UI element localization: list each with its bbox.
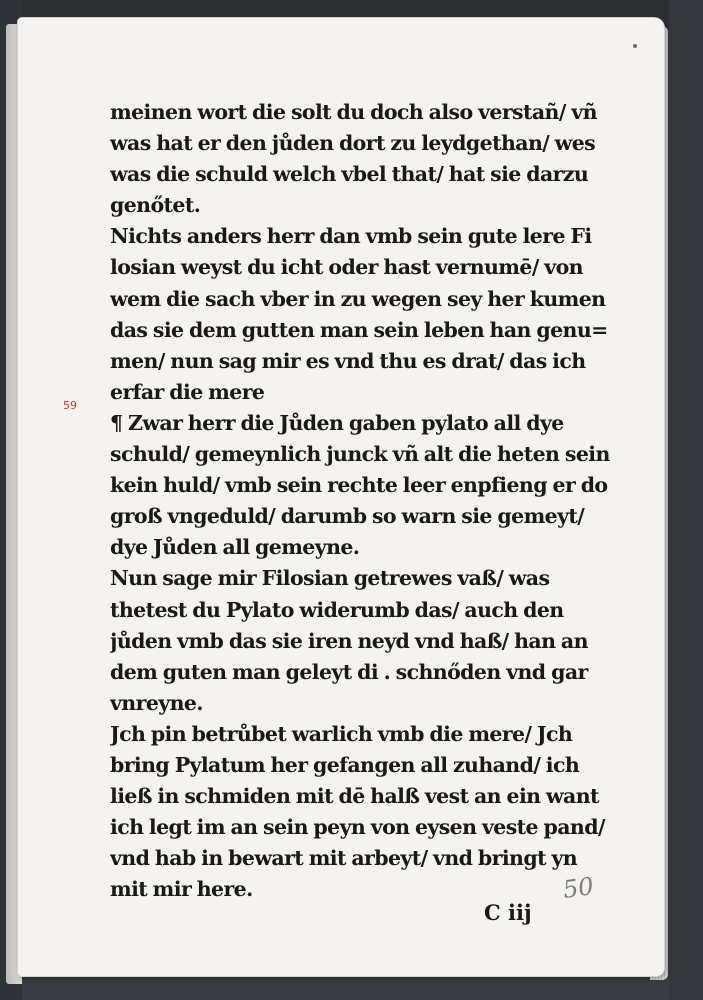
text-line: ¶ Zwar herr die Jůden gaben pylato all dye xyxy=(110,410,564,435)
book-page xyxy=(18,18,664,976)
text-line: schuld/ gemeynlich junck vñ alt die heten sein xyxy=(110,442,610,467)
text-line: Nichts anders herr dan vmb sein gute lere Fi xyxy=(110,224,592,249)
text-line: Jch pin betrůbet warlich vmb die mere/ Jch xyxy=(110,721,573,746)
text-line: was hat er den jůden dort zu leydgethan/ wes xyxy=(110,131,596,156)
text-line: jůden vmb das sie iren neyd vnd haß/ han an xyxy=(110,628,588,653)
page-text-block xyxy=(110,97,610,905)
text-line: losian weyst du icht oder hast vernumē/ von xyxy=(110,255,583,280)
text-line: dye Jůden all gemeyne. xyxy=(110,535,360,560)
text-line: thetest du Pylato widerumb das/ auch den xyxy=(110,597,564,622)
text-line: kein huld/ vmb sein rechte leer enpfieng er do xyxy=(110,473,608,498)
text-line: vnreyne. xyxy=(110,690,203,715)
text-line: ließ in schmiden mit dē halß vest an ein want xyxy=(110,784,599,809)
text-line: Nun sage mir Filosian getrewes vaß/ was xyxy=(110,566,550,591)
text-line: erfar die mere xyxy=(110,379,265,404)
text-line: genőtet. xyxy=(110,193,201,218)
text-line: vnd hab in bewart mit arbeyt/ vnd bringt yn xyxy=(110,846,578,871)
margin-line-number: 59 xyxy=(63,399,77,412)
text-line: groß vngeduld/ darumb so warn sie gemeyt/ xyxy=(110,504,585,529)
text-line: men/ nun sag mir es vnd thu es drat/ das ich xyxy=(110,348,586,373)
text-line: was die schuld welch vbel that/ hat sie darzu xyxy=(110,162,589,187)
scan-background-right xyxy=(669,0,703,1000)
ink-speck xyxy=(633,44,637,48)
catchword-signature: C iij xyxy=(484,900,532,925)
text-line: mit mir here. xyxy=(110,877,253,902)
folio-number: 50 xyxy=(561,872,596,904)
text-line: wem die sach vber in zu wegen sey her kumen xyxy=(110,286,606,311)
text-line: meinen wort die solt du doch also verstañ/ vñ xyxy=(110,100,597,124)
text-line: das sie dem gutten man sein leben han genu= xyxy=(110,317,608,342)
text-line: bring Pylatum her gefangen all zuhand/ ich xyxy=(110,752,580,777)
text-line: dem guten man geleyt di . schnőden vnd gar xyxy=(110,659,588,684)
text-line: ich legt im an sein peyn von eysen veste pand/ xyxy=(110,815,605,840)
